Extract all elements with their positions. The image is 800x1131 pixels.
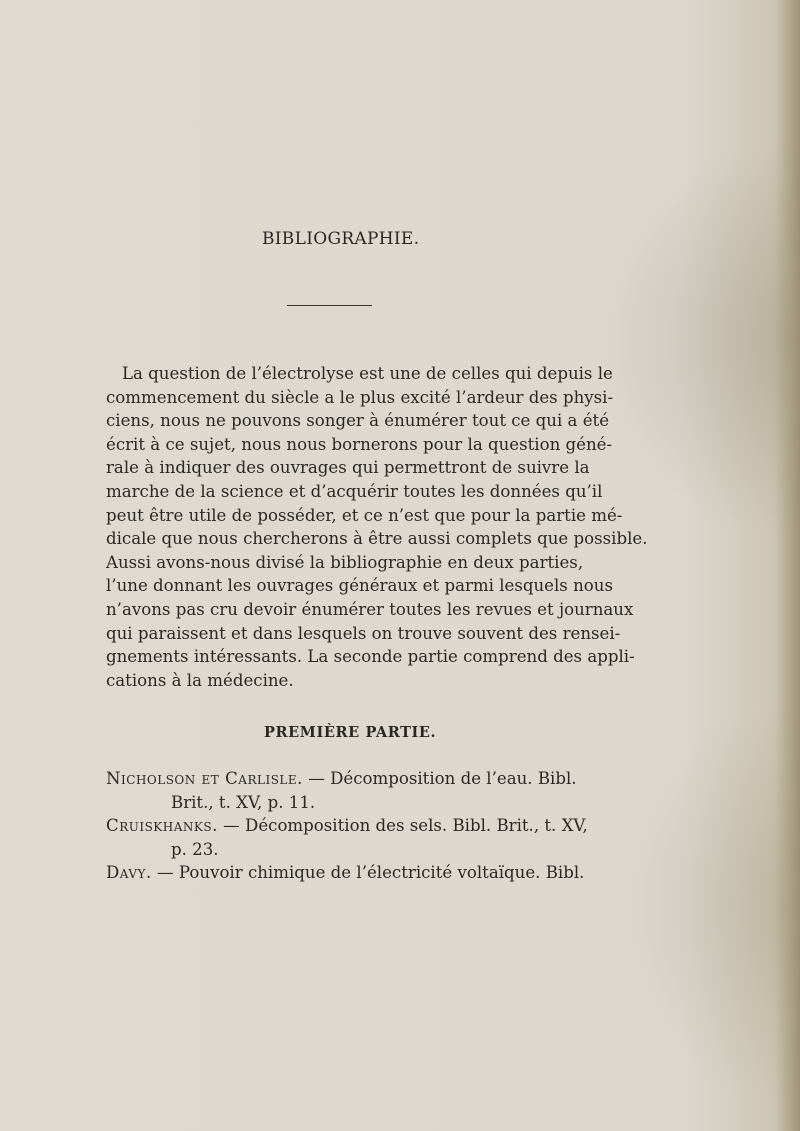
paragraph-line: gnements intéressants. La seconde partie comprend des appli- — [106, 647, 635, 667]
paragraph-line: l’une donnant les ouvrages généraux et parmi lesquels nous — [106, 576, 613, 596]
paragraph-line: La question de l’électrolyse est une de celles qui depuis le — [122, 364, 613, 383]
paragraph-line: n’avons pas cru devoir énumérer toutes les revues et journaux — [106, 599, 634, 619]
bibliography-entry — [106, 861, 585, 885]
entry-author: Nicholson et Carlisle. — [106, 769, 303, 788]
paragraph-line: qui paraissent et dans lesquels on trouve souvent des rensei- — [106, 623, 621, 643]
paragraph-line: peut être utile de posséder, et ce n’est que pour la partie mé- — [106, 505, 623, 525]
paragraph-line: marche de la science et d’acquérir toutes les données qu’il — [106, 481, 603, 501]
paragraph-line: écrit à ce sujet, nous nous bornerons pour la question géné- — [106, 434, 613, 454]
paragraph-line: ciens, nous ne pouvons songer à énumérer tout ce qui a été — [106, 411, 610, 431]
entry-first-line — [106, 861, 585, 885]
entry-first-line — [106, 767, 577, 791]
entry-continuation: Brit., t. XV, p. 11. — [171, 792, 316, 812]
paragraph-line: Aussi avons-nous divisé la bibliographie en deux parties, — [106, 552, 584, 572]
entry-continuation: p. 23. — [171, 839, 219, 859]
title-divider — [287, 305, 372, 306]
bibliography-list — [106, 767, 588, 885]
intro-paragraph — [106, 362, 648, 692]
page-title: BIBLIOGRAPHIE. — [262, 229, 420, 249]
bibliography-entry — [106, 814, 588, 861]
paragraph-line: dicale que nous chercherons à être aussi complets que possible. — [106, 529, 648, 549]
page-edge-shadow — [776, 0, 800, 1131]
entry-author: Cruiskhanks. — [106, 816, 218, 836]
entry-text: — Décomposition des sels. Bibl. Brit., t. XV, — [223, 816, 588, 836]
bibliography-entry — [106, 767, 577, 814]
entry-author: Davy. — [106, 863, 152, 883]
paragraph-line: commencement du siècle a le plus excité l’ardeur des physi- — [106, 387, 614, 407]
paragraph-line: rale à indiquer des ouvrages qui permettront de suivre la — [106, 458, 590, 478]
entry-first-line — [106, 814, 588, 838]
entry-text: — Décomposition de l’eau. Bibl. — [308, 769, 577, 788]
entry-text: — Pouvoir chimique de l’électricité voltaïque. Bibl. — [157, 863, 585, 883]
section-heading: PREMIÈRE PARTIE. — [264, 724, 437, 741]
paragraph-line: cations à la médecine. — [106, 670, 294, 690]
